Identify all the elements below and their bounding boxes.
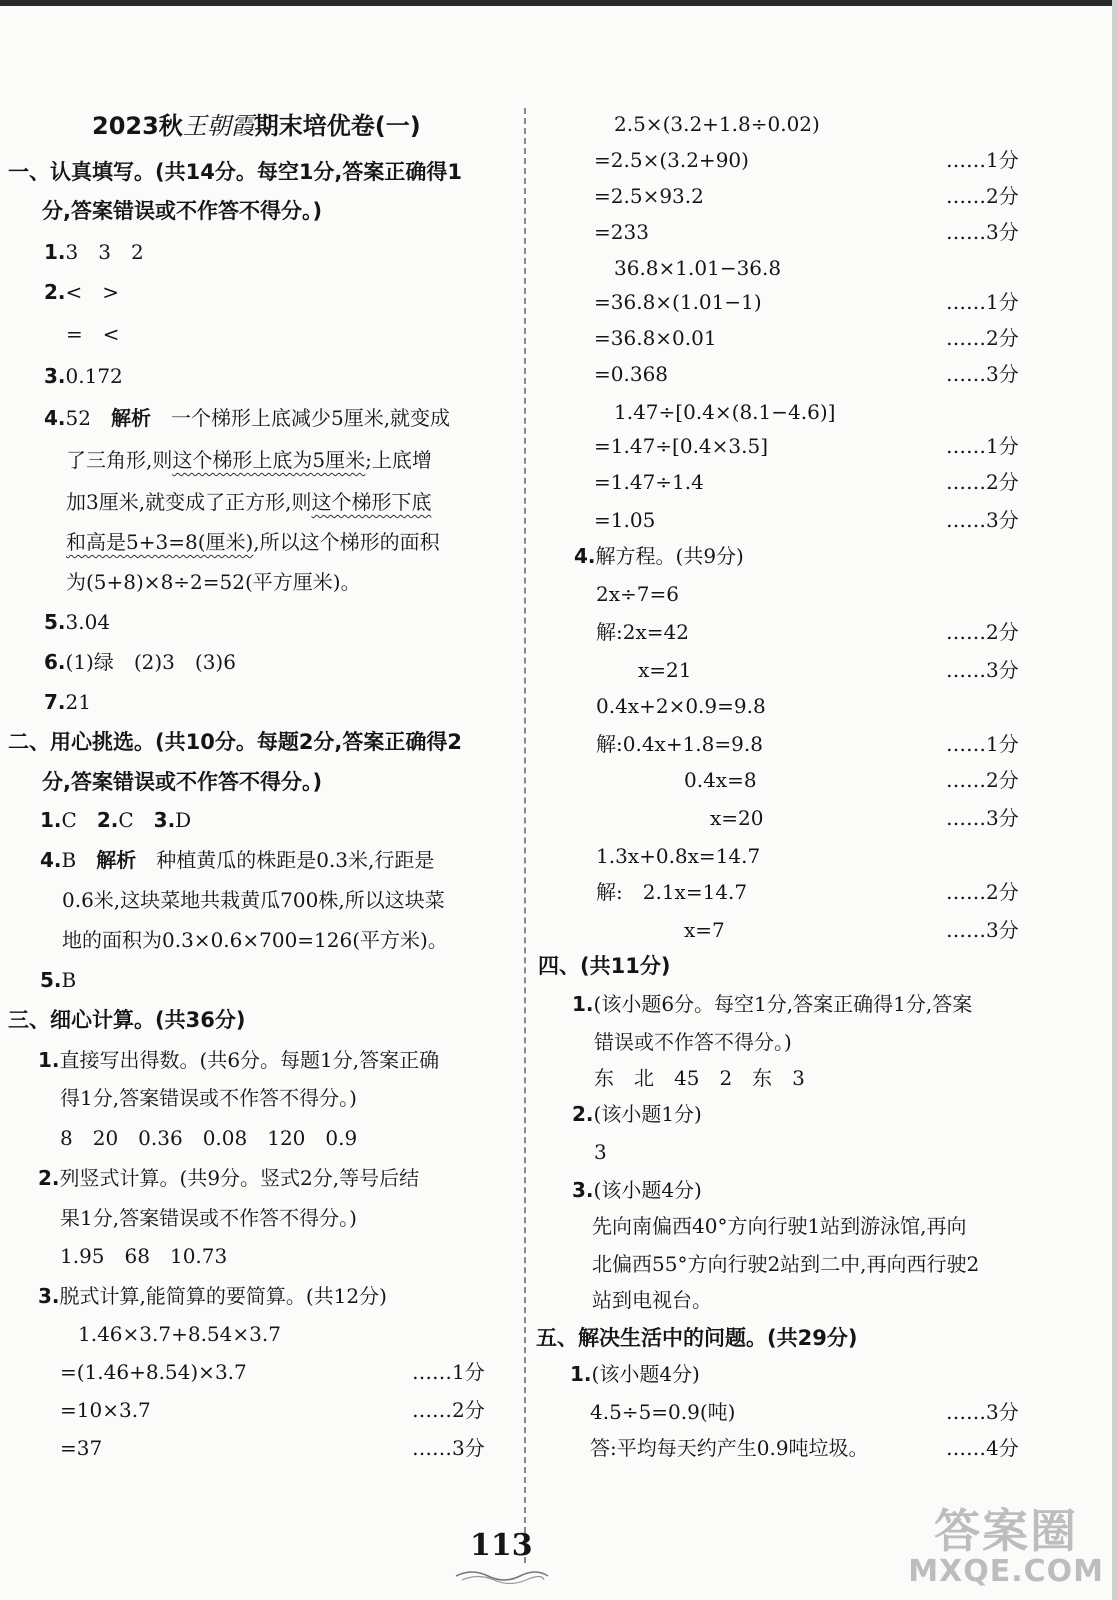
score-mark: ……3分 (946, 658, 1019, 682)
score-mark: ……3分 (412, 1436, 485, 1460)
score-mark: ……3分 (946, 806, 1019, 830)
score-mark: ……2分 (946, 326, 1019, 350)
section-1-heading-cont: 分,答案错误或不作答不得分。) (42, 199, 323, 223)
s5-q1: 1.(该小题4分) (570, 1362, 700, 1386)
eq3-line1: 1.3x+0.8x=14.7 (596, 844, 761, 868)
s3-p2-cont: 果1分,答案错误或不作答不得分。) (60, 1206, 357, 1230)
s1-q3: 3.0.172 (44, 364, 123, 388)
s3-p1-answers: 8 20 0.36 0.08 120 0.9 (60, 1126, 358, 1150)
score-mark: ……1分 (412, 1360, 485, 1384)
s1-q2: 2.< > (44, 280, 120, 304)
score-mark: ……4分 (946, 1436, 1019, 1460)
calc1-line4: =37 (60, 1436, 103, 1460)
score-mark: ……1分 (946, 434, 1019, 458)
score-mark: ……1分 (946, 290, 1019, 314)
s4-q3-line1: 先向南偏西40°方向行驶1站到游泳馆,再向 (592, 1214, 967, 1238)
column-divider (524, 108, 526, 1563)
calc4-line2: =1.47÷[0.4×3.5] (594, 434, 769, 458)
eq2-line3: 0.4x=8 (684, 768, 757, 792)
s2-q4: 4.B 解析 种植黄瓜的株距是0.3米,行距是 (40, 848, 435, 872)
s4-q2-answer: 3 (594, 1140, 607, 1164)
calc1-line1: 1.46×3.7+8.54×3.7 (78, 1322, 281, 1346)
s5-q1-line1: 4.5÷5=0.9(吨) (590, 1400, 736, 1424)
score-mark: ……2分 (946, 880, 1019, 904)
score-mark: ……2分 (946, 620, 1019, 644)
s4-q1: 1.(该小题6分。每空1分,答案正确得1分,答案 (572, 992, 973, 1016)
s2-q5: 5.B (40, 968, 77, 992)
eq3-line2: 解: 2.1x=14.7 (596, 880, 748, 904)
score-mark: ……1分 (946, 148, 1019, 172)
s1-q6: 6.(1)绿 (2)3 (3)6 (44, 650, 236, 674)
s4-q3-line2: 北偏西55°方向行驶2站到二中,再向西行驶2 (592, 1252, 980, 1276)
underlined-phrase: 和高是5+3=8(厘米) (66, 530, 254, 554)
right-border (1112, 0, 1118, 1600)
calc3-line2: =36.8×(1.01−1) (594, 290, 762, 314)
section-1-heading: 一、认真填写。(共14分。每空1分,答案正确得1 (8, 160, 463, 184)
s4-q3-line3: 站到电视台。 (592, 1288, 712, 1312)
wave-ornament-icon (452, 1568, 552, 1584)
eq2-line4: x=20 (710, 806, 764, 830)
calc1-line2: =(1.46+8.54)×3.7 (60, 1360, 247, 1384)
score-mark: ……3分 (946, 918, 1019, 942)
s4-q1-answers: 东 北 45 2 东 3 (594, 1066, 805, 1090)
s4-q3: 3.(该小题4分) (572, 1178, 702, 1202)
calc2-line2: =2.5×(3.2+90) (594, 148, 749, 172)
s1-q4-line5: 为(5+8)×8÷2=52(平方厘米)。 (66, 570, 361, 594)
s1-q2-row2: = < (66, 322, 120, 346)
score-mark: ……3分 (946, 362, 1019, 386)
eq1-line3: x=21 (638, 658, 692, 682)
s3-p1: 1.直接写出得数。(共6分。每题1分,答案正确 (38, 1048, 440, 1072)
page-title: 2023秋王朝霞期末培优卷(一) (92, 112, 421, 140)
s3-p4: 4.解方程。(共9分) (574, 544, 744, 568)
calc2-line4: =233 (594, 220, 649, 244)
score-mark: ……3分 (946, 1400, 1019, 1424)
s1-q4-line4: 和高是5+3=8(厘米),所以这个梯形的面积 (66, 530, 440, 554)
s1-q4: 4.52 解析 一个梯形上底减少5厘米,就变成 (44, 406, 451, 430)
s2-q4-line3: 地的面积为0.3×0.6×700=126(平方米)。 (62, 928, 448, 952)
eq1-line1: 2x÷7=6 (596, 582, 679, 606)
underlined-phrase: 这个梯形下底 (311, 490, 432, 514)
section-4-heading: 四、(共11分) (538, 954, 671, 978)
calc1-line3: =10×3.7 (60, 1398, 151, 1422)
calc4-line4: =1.05 (594, 508, 656, 532)
eq2-line1: 0.4x+2×0.9=9.8 (596, 694, 766, 718)
section-2-heading: 二、用心挑选。(共10分。每题2分,答案正确得2 (8, 730, 463, 754)
s4-q1-cont: 错误或不作答不得分。) (594, 1030, 792, 1054)
s1-q4-line3: 加3厘米,就变成了正方形,则这个梯形下底 (66, 490, 432, 514)
s1-q4-line2: 了三角形,则这个梯形上底为5厘米;上底增 (66, 448, 432, 472)
score-mark: ……2分 (946, 768, 1019, 792)
calc4-line3: =1.47÷1.4 (594, 470, 704, 494)
s5-q1-line2: 答:平均每天约产生0.9吨垃圾。 (590, 1436, 869, 1460)
score-mark: ……3分 (946, 508, 1019, 532)
score-mark: ……2分 (412, 1398, 485, 1422)
calc3-line3: =36.8×0.01 (594, 326, 717, 350)
calc2-line1: 2.5×(3.2+1.8÷0.02) (614, 112, 820, 136)
s3-p2: 2.列竖式计算。(共9分。竖式2分,等号后结 (38, 1166, 420, 1190)
section-3-heading: 三、细心计算。(共36分) (8, 1008, 246, 1032)
calc3-line4: =0.368 (594, 362, 669, 386)
eq1-line2: 解:2x=42 (596, 620, 689, 644)
watermark: 答案圈 MXQE.COM (908, 1504, 1104, 1589)
score-mark: ……1分 (946, 732, 1019, 756)
s3-p3: 3.脱式计算,能简算的要简算。(共12分) (38, 1284, 387, 1308)
underlined-phrase: 这个梯形上底为5厘米 (172, 448, 366, 472)
brand-name: 王朝霞 (182, 112, 255, 140)
s2-q1-3: 1.C 2.C 3.D (40, 808, 192, 832)
section-2-heading-cont: 分,答案错误或不作答不得分。) (42, 770, 323, 794)
s3-p2-answers: 1.95 68 10.73 (60, 1244, 228, 1268)
calc3-line1: 36.8×1.01−36.8 (614, 256, 782, 280)
calc2-line3: =2.5×93.2 (594, 184, 704, 208)
score-mark: ……3分 (946, 220, 1019, 244)
s4-q2: 2.(该小题1分) (572, 1102, 702, 1126)
page-number: 113 (470, 1528, 533, 1563)
section-5-heading: 五、解决生活中的问题。(共29分) (536, 1326, 858, 1350)
analysis-label: 解析 (110, 406, 151, 430)
s3-p1-cont: 得1分,答案错误或不作答不得分。) (60, 1086, 357, 1110)
s1-q7: 7.21 (44, 690, 91, 714)
s1-q5: 5.3.04 (44, 610, 111, 634)
analysis-label: 解析 (96, 848, 137, 872)
top-border (0, 0, 1118, 6)
calc4-line1: 1.47÷[0.4×(8.1−4.6)] (614, 400, 836, 424)
eq2-line2: 解:0.4x+1.8=9.8 (596, 732, 763, 756)
score-mark: ……2分 (946, 184, 1019, 208)
score-mark: ……2分 (946, 470, 1019, 494)
eq3-line3: x=7 (684, 918, 725, 942)
s2-q4-line2: 0.6米,这块菜地共栽黄瓜700株,所以这块菜 (62, 888, 445, 912)
s1-q1: 1.3 3 2 (44, 240, 144, 264)
